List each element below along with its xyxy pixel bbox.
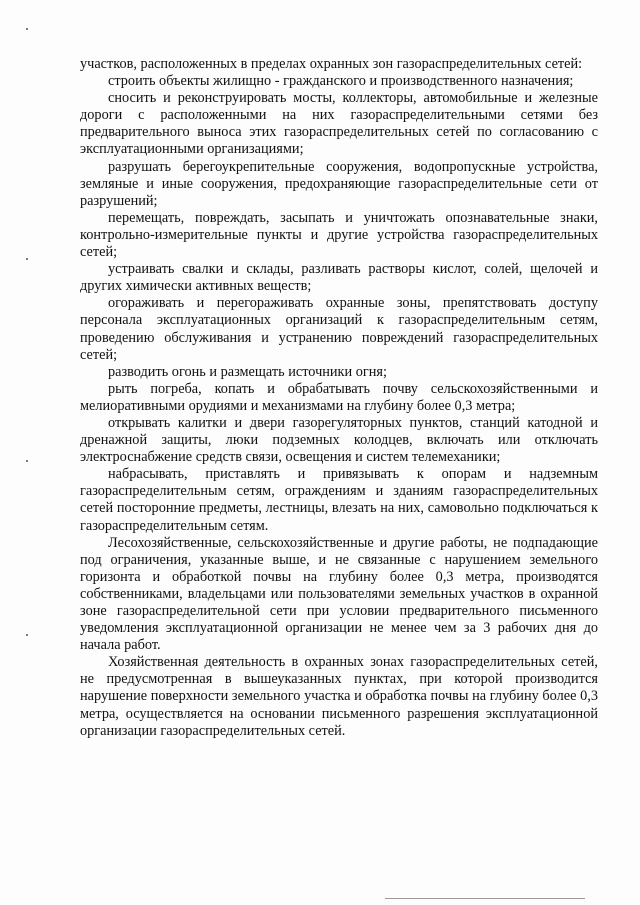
document-body [80, 56, 598, 740]
scan-mark [26, 28, 28, 30]
paragraph: перемещать, повреждать, засыпать и уничтожать опознавательные знаки, контрольно-измерительные пункты и другие устройства газораспределительных сетей; [80, 209, 598, 261]
paragraph: огораживать и перегораживать охранные зоны, препятствовать доступу персонала эксплуатационных организаций к газораспределительным сетям, проведению обслуживания и устранению повреждений газораспределительных сетей; [80, 295, 598, 363]
scan-mark [26, 634, 28, 636]
paragraph: устраивать свалки и склады, разливать растворы кислот, солей, щелочей и других химически активных веществ; [80, 261, 598, 295]
paragraph: Хозяйственная деятельность в охранных зонах газораспределительных сетей, не предусмотренная в вышеуказанных пунктах, при которой производится нарушение поверхности земельного участка и обработка почвы на глубину более 0,3 метра, осуществляется на основании письменного разрешения эксплуатационной организации газораспределительных сетей. [80, 654, 598, 739]
paragraph: открывать калитки и двери газорегуляторных пунктов, станций катодной и дренажной защиты, люки подземных колодцев, включать или отключать электроснабжение средств связи, освещения и систем телемеханики; [80, 414, 598, 466]
paragraph: участков, расположенных в пределах охранных зон газораспределительных сетей: [80, 56, 583, 72]
paragraph: строить объекты жилищно - гражданского и производственного назначения; [108, 73, 574, 90]
paragraph: рыть погреба, копать и обрабатывать почву сельскохозяйственными и мелиоративными орудиями и механизмами на глубину более 0,3 метра; [80, 380, 598, 414]
paragraph: набрасывать, приставлять и привязывать к опорам и надземным газораспределительным сетям, ограждениям и зданиям газораспределительных сетей посторонние предметы, лестницы, влезать на них, самовольно подключаться к газораспределительным сетям. [80, 466, 598, 534]
paragraph: сносить и реконструировать мосты, коллекторы, автомобильные и железные дороги с расположенными на них газораспределительными сетями без предварительного выноса этих газораспределительных сетей по согласованию с эксплуатационными организациями; [80, 90, 598, 158]
paragraph: Лесохозяйственные, сельскохозяйственные и другие работы, не подпадающие под ограничения, указанные выше, и не связанные с нарушением земельного горизонта и обработкой почвы на глубину более 0,3 метра, производятся собственниками, владельцами или пользователями земельных участков в охранной зоне газораспределительной сети при условии предварительного письменного уведомления эксплуатационной организации не менее чем за 3 рабочих дня до начала работ. [80, 534, 598, 654]
scan-edge-line [385, 898, 585, 899]
scan-mark [26, 460, 28, 462]
paragraph: разводить огонь и размещать источники огня; [108, 363, 387, 380]
scan-mark [26, 258, 28, 260]
paragraph: разрушать берегоукрепительные сооружения, водопропускные устройства, земляные и иные сооружения, предохраняющие газораспределительные сети от разрушений; [80, 158, 598, 209]
